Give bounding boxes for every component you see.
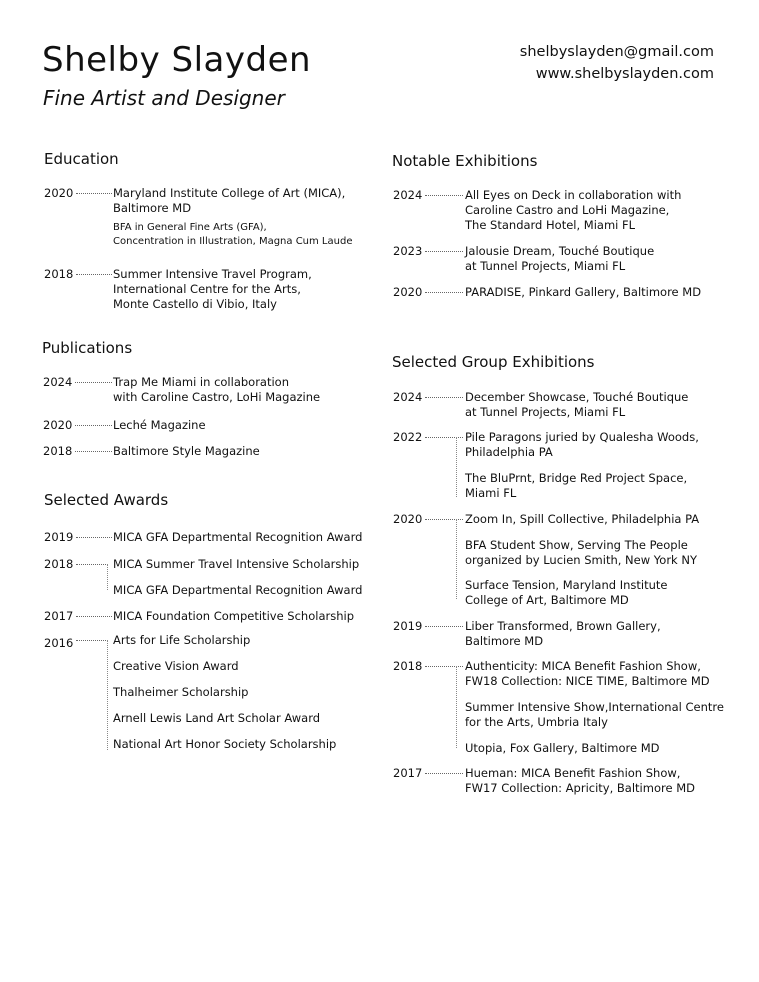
dotted-leader: [425, 251, 463, 252]
dotted-leader: [425, 195, 463, 196]
dotted-leader: [76, 564, 108, 565]
entry-text: Creative Vision Award: [113, 659, 239, 673]
entry-text: Arnell Lewis Land Art Scholar Award: [113, 711, 321, 725]
entry-text: Pile Paragons juried by Qualesha Woods, Philadelphia PA: [465, 430, 699, 459]
notable-exhibitions-heading: Notable Exhibitions: [392, 152, 538, 170]
artist-title: Fine Artist and Designer: [43, 86, 285, 110]
entry-year: 2018: [393, 659, 423, 673]
entry-year: 2017: [393, 766, 423, 780]
dotted-connector: [456, 666, 457, 748]
group-exhibitions-heading: Selected Group Exhibitions: [392, 353, 595, 371]
entry-year: 2018: [44, 267, 74, 281]
dotted-leader: [425, 773, 463, 774]
dotted-connector: [456, 437, 457, 497]
dotted-connector: [107, 564, 108, 590]
entry-year: 2024: [393, 390, 423, 404]
entry-year: 2024: [393, 188, 423, 202]
dotted-connector: [456, 519, 457, 599]
education-heading: Education: [44, 150, 119, 168]
entry-text: Thalheimer Scholarship: [113, 685, 249, 699]
entry-text: Maryland Institute College of Art (MICA), Baltimore MD: [113, 186, 346, 215]
dotted-leader: [425, 397, 463, 398]
entry-text: All Eyes on Deck in collaboration with Caroline Castro and LoHi Magazine, The Standard Hotel, Miami FL: [465, 188, 682, 232]
entry-text: MICA Summer Travel Intensive Scholarship: [113, 557, 360, 571]
dotted-leader: [425, 437, 463, 438]
dotted-leader: [76, 193, 112, 194]
entry-text: PARADISE, Pinkard Gallery, Baltimore MD: [465, 285, 702, 299]
publications-heading: Publications: [42, 339, 133, 357]
dotted-leader: [425, 666, 463, 667]
entry-text: Liber Transformed, Brown Gallery, Baltimore MD: [465, 619, 661, 648]
dotted-leader: [76, 616, 112, 617]
entry-text: Leché Magazine: [113, 418, 206, 432]
entry-text: Utopia, Fox Gallery, Baltimore MD: [465, 741, 660, 755]
contact-block: [520, 41, 714, 85]
dotted-leader: [76, 537, 112, 538]
dotted-leader: [76, 640, 108, 641]
entry-text: December Showcase, Touché Boutique at Tunnel Projects, Miami FL: [465, 390, 689, 419]
entry-year: 2024: [43, 375, 73, 389]
entry-text: Hueman: MICA Benefit Fashion Show, FW17 Collection: Apricity, Baltimore MD: [465, 766, 695, 795]
entry-text: Jalousie Dream, Touché Boutique at Tunnel Projects, Miami FL: [465, 244, 655, 273]
entry-year: 2018: [43, 444, 73, 458]
dotted-leader: [425, 292, 463, 293]
entry-text: MICA GFA Departmental Recognition Award: [113, 583, 363, 597]
entry-text: Authenticity: MICA Benefit Fashion Show, FW18 Collection: NICE TIME, Baltimore MD: [465, 659, 710, 688]
email-link[interactable]: shelbyslayden@gmail.com: [519, 44, 714, 60]
dotted-connector: [107, 640, 108, 750]
entry-text: Trap Me Miami in collaboration with Caroline Castro, LoHi Magazine: [113, 375, 321, 404]
entry-year: 2019: [393, 619, 423, 633]
entry-text: Surface Tension, Maryland Institute College of Art, Baltimore MD: [465, 578, 668, 607]
dotted-leader: [76, 274, 112, 275]
entry-year: 2020: [44, 186, 74, 200]
entry-text: National Art Honor Society Scholarship: [113, 737, 337, 751]
entry-text: Summer Intensive Travel Program, International Centre for the Arts, Monte Castello di Vibio, Italy: [113, 267, 312, 311]
entry-text: Zoom In, Spill Collective, Philadelphia PA: [465, 512, 700, 526]
entry-year: 2020: [393, 512, 423, 526]
entry-year: 2022: [393, 430, 423, 444]
entry-year: 2018: [44, 557, 74, 571]
dotted-leader: [75, 451, 112, 452]
entry-text: Summer Intensive Show,International Centre for the Arts, Umbria Italy: [465, 700, 724, 729]
dotted-leader: [75, 382, 112, 383]
dotted-leader: [425, 519, 463, 520]
entry-year: 2017: [44, 609, 74, 623]
entry-year: 2020: [43, 418, 73, 432]
awards-heading: Selected Awards: [44, 491, 169, 509]
website-link[interactable]: www.shelbyslayden.com: [535, 66, 714, 82]
entry-text: MICA Foundation Competitive Scholarship: [113, 609, 354, 623]
artist-name: Shelby Slayden: [42, 40, 312, 80]
entry-text: Arts for Life Scholarship: [113, 633, 251, 647]
dotted-leader: [75, 425, 112, 426]
entry-text: MICA GFA Departmental Recognition Award: [113, 530, 363, 544]
entry-text: The BluPrnt, Bridge Red Project Space, Miami FL: [465, 471, 688, 500]
entry-text: Baltimore Style Magazine: [113, 444, 260, 458]
entry-year: 2020: [393, 285, 423, 299]
entry-text: BFA Student Show, Serving The People organized by Lucien Smith, New York NY: [465, 538, 697, 567]
entry-subtext: BFA in General Fine Arts (GFA), Concentration in Illustration, Magna Cum Laude: [113, 222, 353, 247]
entry-year: 2016: [44, 636, 74, 650]
entry-year: 2023: [393, 244, 423, 258]
entry-year: 2019: [44, 530, 74, 544]
dotted-leader: [425, 626, 463, 627]
